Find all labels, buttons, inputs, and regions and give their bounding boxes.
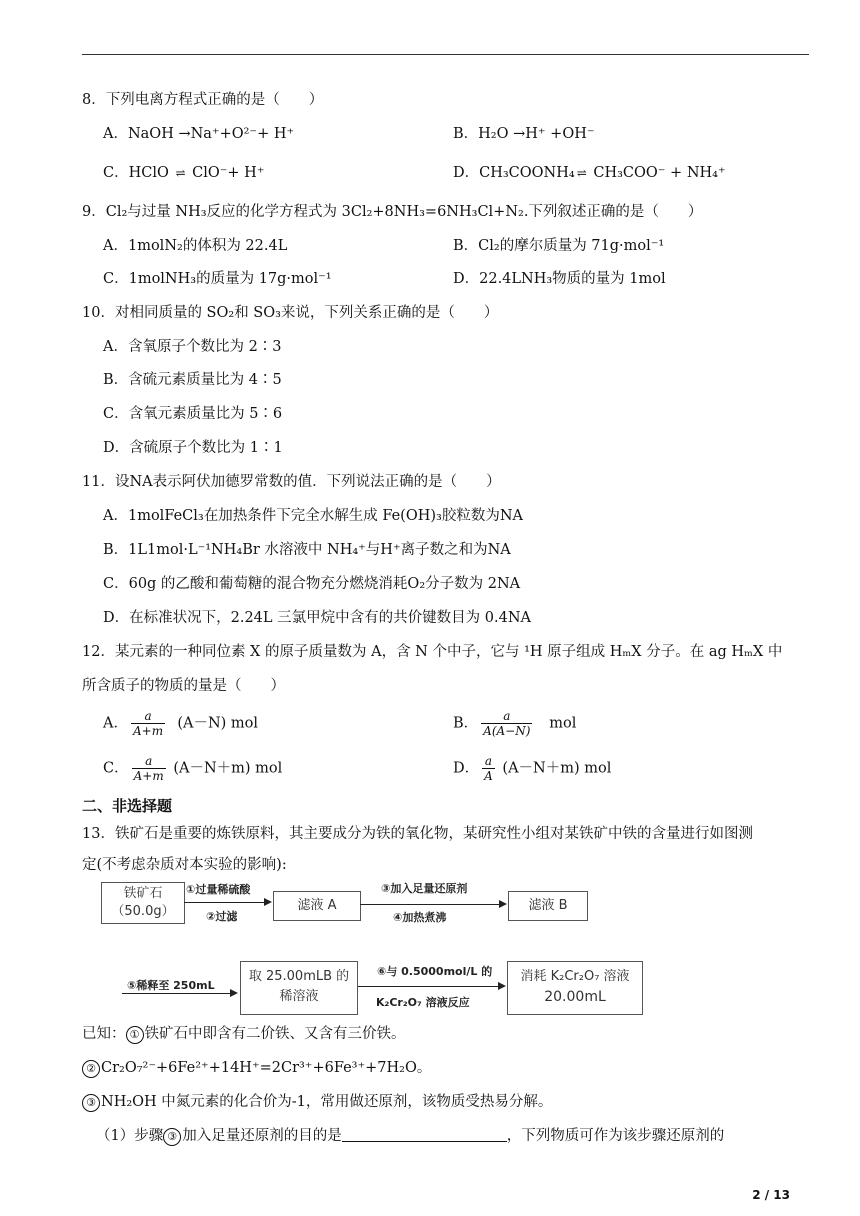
q8-option-a: A．NaOH →Na⁺+O²⁻+ H⁺ [103,126,295,142]
option-label: C． [103,760,129,777]
denominator: A(A−N) [483,724,531,738]
answer-blank[interactable] [342,1127,507,1142]
q12-option-c [103,754,282,783]
q12-stem-line2: 所含质子的物质的量是（ ） [82,678,285,694]
flow-step-6-reagent: K₂Cr₂O₇ 溶液反应 [376,996,470,1009]
q11-option-c: C．60g 的乙酸和葡萄糖的混合物充分燃烧消耗O₂分子数为 2NA [103,576,521,592]
q9-stem: 9．Cl₂与过量 NH₃反应的化学方程式为 3Cl₂+8NH₃=6NH₃Cl+N₂.下列叙述正确的是（ ） [82,204,703,220]
flow-arrow-3 [122,993,236,994]
q8-option-c [103,163,264,183]
flow-step-4: ④加热煮沸 [393,911,447,924]
option-label: D． [453,760,480,777]
denominator: A+m [133,769,164,783]
q8-option-b: B．H₂O →H⁺ +OH⁻ [453,126,595,142]
q12-option-a [103,709,258,738]
flow-box-ore-line2: （50.0g） [111,904,175,919]
denominator: A [484,769,493,783]
flow-box-result-line2: 20.00mL [544,989,606,1005]
flow-box-diluted-line2: 稀溶液 [279,989,319,1004]
q11-option-a: A．1molFeCl₃在加热条件下完全水解生成 Fe(OH)₃胶粒数为NA [103,508,523,524]
section-heading: 二、非选择题 [82,797,173,815]
q13-stem-line2: 定(不考虑杂质对本实验的影响): [82,857,287,873]
equilibrium-arrow-icon: ⇌ [175,166,186,180]
known-label: 已知： [82,1026,126,1042]
fraction [481,709,532,738]
q9-option-d: D．22.4LNH₃物质的量为 1mol [453,271,666,287]
q13-sub1 [96,1126,724,1146]
q11-option-d: D．在标准状况下，2.24L 三氯甲烷中含有的共价键数目为 0.4NA [103,610,531,626]
q10-option-a: A．含氧原子个数比为 2∶3 [103,339,282,355]
fraction [132,754,166,783]
page-number: 2 / 13 [752,1188,790,1202]
equilibrium-arrow-icon: ⇌ [576,166,587,180]
q8-stem: 8．下列电离方程式正确的是（ ） [82,92,324,108]
circled-number: ③ [163,1128,181,1146]
flow-step-6: ⑥与 0.5000mol/L 的 [377,965,493,978]
option-tail: (A－N) mol [177,715,259,732]
flow-arrow-1 [184,902,270,903]
option-tail: (A－N＋m) mol [173,760,283,777]
numerator: a [484,754,493,768]
q8-option-d-left: D．CH₃COONH₄ [453,165,575,181]
q8-option-c-left: C．HClO [103,165,174,181]
flow-step-2: ②过滤 [206,910,238,923]
q12-option-d [453,754,611,783]
flow-box-result [507,961,643,1015]
sub1-suffix: ，下列物质可作为该步骤还原剂的 [506,1128,725,1144]
option-tail: mol [549,715,577,732]
sub1-text: 加入足量还原剂的目的是 [182,1128,342,1144]
q13-known-3 [82,1092,552,1112]
flow-box-filtrate-a: 滤液 A [273,891,361,921]
known-text-3: NH₂OH 中氮元素的化合价为-1，常用做还原剂，该物质受热易分解。 [101,1094,553,1110]
q9-option-b: B．Cl₂的摩尔质量为 71g·mol⁻¹ [453,238,665,254]
flow-box-ore [101,882,185,924]
q13-stem-line1: 13．铁矿石是重要的炼铁原料，其主要成分为铁的氧化物，某研究性小组对某铁矿中铁的含量进行如图测 [82,826,753,842]
sub1-prefix: （1）步骤 [96,1128,164,1144]
option-label: A． [103,715,128,732]
q9-option-a: A．1molN₂的体积为 22.4L [103,238,288,254]
flow-box-ore-line1: 铁矿石 [123,886,163,901]
numerator: a [145,754,153,768]
option-label: B． [453,715,479,732]
q11-option-b: B．1L1mol·L⁻¹NH₄Br 水溶液中 NH₄⁺与H⁺离子数之和为NA [103,542,511,558]
flow-step-1: ①过量稀硫酸 [186,883,251,896]
option-tail: (A－N＋m) mol [502,760,612,777]
flow-step-5: ⑤稀释至 250mL [127,979,215,992]
q10-option-b: B．含硫元素质量比为 4∶5 [103,372,282,388]
circled-number: ② [82,1060,100,1078]
q11-stem: 11．设NA表示阿伏加德罗常数的值．下列说法正确的是（ ） [82,474,501,490]
flow-box-diluted-line1: 取 25.00mLB 的 [248,969,350,984]
denominator: A+m [132,724,164,738]
fraction [482,754,495,783]
q8-option-c-right: ClO⁻+ H⁺ [187,165,265,181]
flow-step-3: ③加入足量还原剂 [381,882,468,895]
q13-known-1 [82,1024,406,1044]
circled-number: ③ [82,1094,100,1112]
q8-option-d [453,163,726,183]
circled-number: ① [126,1026,144,1044]
flow-box-result-line1: 消耗 K₂Cr₂O₇ 溶液 [520,969,630,984]
q10-option-c: C．含氧元素质量比为 5∶6 [103,406,283,422]
q10-stem: 10．对相同质量的 SO₂和 SO₃来说，下列关系正确的是（ ） [82,305,499,321]
q12-option-b [453,709,576,738]
known-text-1: 铁矿石中即含有二价铁、又含有三价铁。 [144,1026,406,1042]
flow-arrow-4 [358,986,504,987]
numerator: a [144,709,152,723]
numerator: a [503,709,511,723]
q13-known-2 [82,1058,431,1078]
flow-box-filtrate-b: 滤液 B [508,891,588,921]
q12-stem-line1: 12．某元素的一种同位素 X 的原子质量数为 A，含 N 个中子，它与 ¹H 原子组成 HₘX 分子。在 ag HₘX 中 [82,644,783,660]
header-rule [82,54,809,55]
flow-arrow-2 [360,904,505,905]
q10-option-d: D．含硫原子个数比为 1∶1 [103,440,283,456]
known-text-2: Cr₂O₇²⁻+6Fe²⁺+14H⁺=2Cr³⁺+6Fe³⁺+7H₂O。 [101,1060,432,1076]
q8-option-d-right: CH₃COO⁻ + NH₄⁺ [588,165,726,181]
q9-option-c: C．1molNH₃的质量为 17g·mol⁻¹ [103,271,332,287]
fraction [131,709,165,738]
flow-box-diluted [240,961,358,1015]
